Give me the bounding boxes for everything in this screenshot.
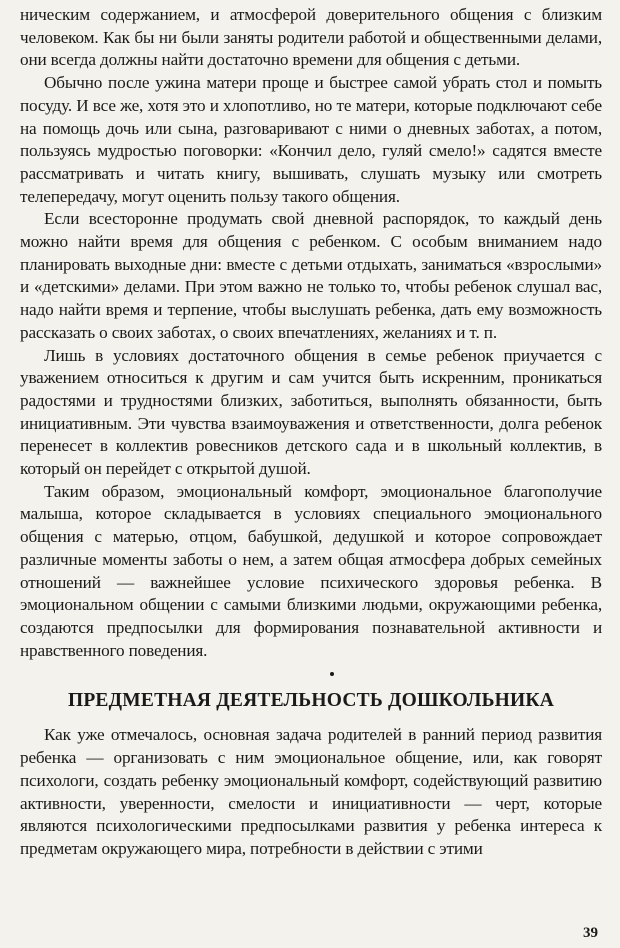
paragraph: Таким образом, эмоциональный комфорт, эмоциональное благополучие малыша, которое складывается в условиях специального эмоционального общения с матерью, отцом, бабушкой, дедушкой и которое сопровождает различные моменты заботы о нем, а затем общая атмосфера добрых семейных отношений — важнейшее условие психического здоровья ребенка. В эмоциональном общении с самыми близкими людьми, окружающими ребенка, создаются предпосылки для формирования познавательной активности и нравственного поведения. bbox=[20, 481, 602, 660]
paragraph: Лишь в условиях достаточного общения в семье ребенок приучается с уважением относиться к другим и сам учится быть искренним, проникаться радостями и трудностями близких, заботиться, выполнять обязанности, быть инициативным. Эти чувства взаимоуважения и ответственности, долга ребенок перенесет в коллектив ровесников детского сада и в школьный коллектив, в который он перейдет с открытой душой. bbox=[20, 345, 602, 479]
paragraph: Если всесторонне продумать свой дневной распорядок, то каждый день можно найти время для общения с ребенком. С особым вниманием надо планировать выходные дни: вместе с детьми отдыхать, заниматься «взрослыми» и «детскими» делами. При этом важно не только то, чтобы ребенок слушал вас, надо найти время и терпение, чтобы выслушать ребенка, дать ему возможность рассказать о своих заботах, о своих впечатлениях, желаниях и т. п. bbox=[20, 209, 602, 342]
text-block-top bbox=[20, 4, 602, 662]
text-block-bottom bbox=[20, 724, 602, 860]
paragraph: Как уже отмечалось, основная задача родителей в ранний период развития ребенка — организовать с ним эмоциональное общение, или, как говорят психологи, создать ребенку эмоциональный комфорт, содействующий развитию активности, уверенности, смелости и инициативности — черт, которые являются психологическими предпосылками развития у ребенка интереса к предметам окружающего мира, потребности в действии с этими bbox=[20, 725, 602, 858]
paragraph: ническим содержанием, и атмосферой доверительного общения с близким человеком. Как бы ни были заняты родители работой и общественными делами, они всегда должны найти достаточно времени для общения с детьми. bbox=[20, 5, 602, 70]
section-heading: ПРЕДМЕТНАЯ ДЕЯТЕЛЬНОСТЬ ДОШКОЛЬНИКА bbox=[67, 690, 555, 712]
paragraph: Обычно после ужина матери проще и быстрее самой убрать стол и помыть посуду. И все же, хотя это и хлопотливо, но те матери, которые подключают себе на помощь дочь или сына, разговаривают с ними о дневных заботах, а потом, пользуясь мудростью поговорки: «Кончил дело, гуляй смело!» садятся вместе рассматривать и читать книгу, вышивать, слушать музыку или смотреть телепередачу, могут оценить пользу такого общения. bbox=[20, 73, 602, 206]
section-separator-dot bbox=[330, 672, 334, 676]
page-number: 39 bbox=[583, 925, 598, 941]
